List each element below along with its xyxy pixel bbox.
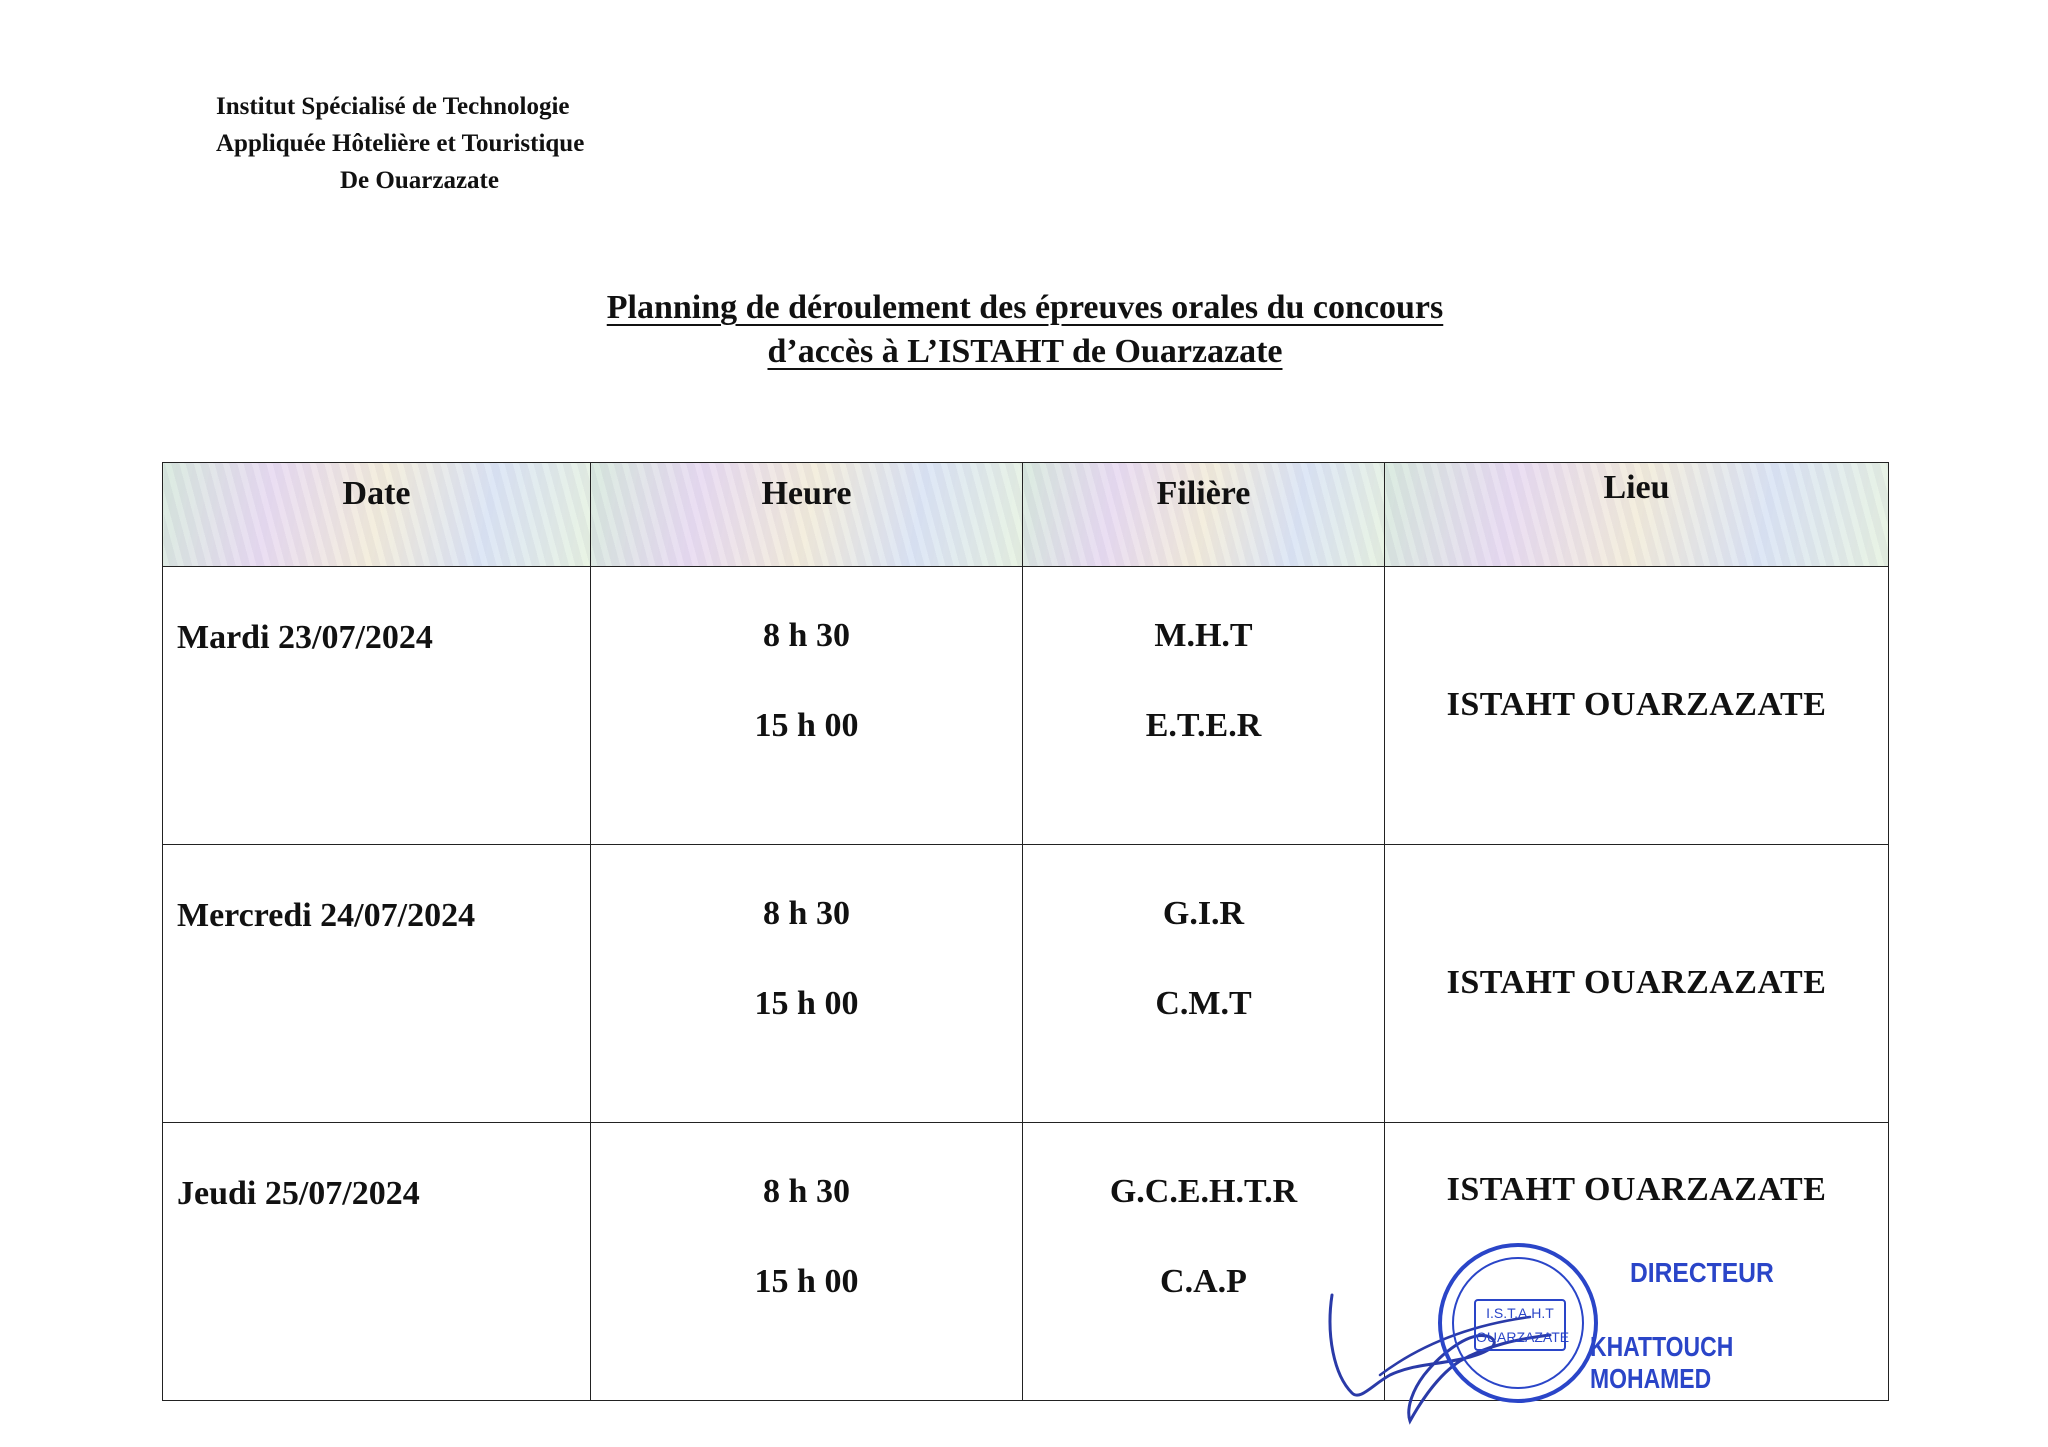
header-lieu: Lieu [1385, 463, 1889, 567]
institution-header [216, 88, 584, 199]
heure-value: 15 h 00 [754, 707, 859, 744]
institution-line-3: De Ouarzazate [340, 167, 499, 194]
lieu-value: ISTAHT OUARZAZATE [1446, 686, 1827, 723]
official-stamp-icon [1438, 1243, 1598, 1403]
director-title: DIRECTEUR [1630, 1257, 1774, 1288]
heure-value: 15 h 00 [754, 1263, 859, 1300]
row-date: Mardi 23/07/2024 [163, 567, 591, 845]
row-lieu [1385, 845, 1889, 1123]
filiere-value: C.A.P [1160, 1263, 1247, 1300]
table-header-row [163, 463, 1889, 567]
row-date: Jeudi 25/07/2024 [163, 1123, 591, 1401]
heure-value: 15 h 00 [754, 985, 859, 1022]
table-row [163, 845, 1889, 1123]
lieu-value: ISTAHT OUARZAZATE [1446, 1171, 1827, 1208]
heure-value: 8 h 30 [763, 895, 850, 932]
row-filieres [1023, 567, 1385, 845]
stamp-inner-box [1474, 1299, 1570, 1351]
signature-block [1320, 1225, 1880, 1435]
heure-value: 8 h 30 [763, 1173, 850, 1210]
filiere-value: C.M.T [1155, 985, 1252, 1022]
heure-value: 8 h 30 [763, 617, 850, 654]
institution-line-1: Institut Spécialisé de Technologie [216, 93, 570, 120]
row-filieres [1023, 845, 1385, 1123]
director-name: KHATTOUCH MOHAMED [1590, 1331, 1734, 1394]
header-filiere: Filière [1023, 463, 1385, 567]
row-date: Mercredi 24/07/2024 [163, 845, 591, 1123]
title-line-2: d’accès à L’ISTAHT de Ouarzazate [767, 333, 1283, 370]
row-heures [591, 845, 1023, 1123]
filiere-value: G.I.R [1162, 895, 1245, 932]
document-title [0, 286, 2048, 374]
handwritten-signature-icon [1320, 1225, 1880, 1435]
filiere-value: G.C.E.H.T.R [1109, 1173, 1298, 1210]
filiere-value: M.H.T [1154, 617, 1253, 654]
table-row [163, 567, 1889, 845]
filiere-value: E.T.E.R [1145, 707, 1262, 744]
header-heure: Heure [591, 463, 1023, 567]
row-heures [591, 1123, 1023, 1401]
row-lieu [1385, 567, 1889, 845]
stamp-text-line: I.S.T.A.H.T [1486, 1305, 1554, 1321]
row-heures [591, 567, 1023, 845]
lieu-value: ISTAHT OUARZAZATE [1446, 964, 1827, 1001]
title-line-1: Planning de déroulement des épreuves orales du concours [606, 289, 1444, 326]
header-date: Date [163, 463, 591, 567]
institution-line-2: Appliquée Hôtelière et Touristique [216, 130, 585, 157]
stamp-text-line: OUARZAZATE [1476, 1329, 1570, 1345]
